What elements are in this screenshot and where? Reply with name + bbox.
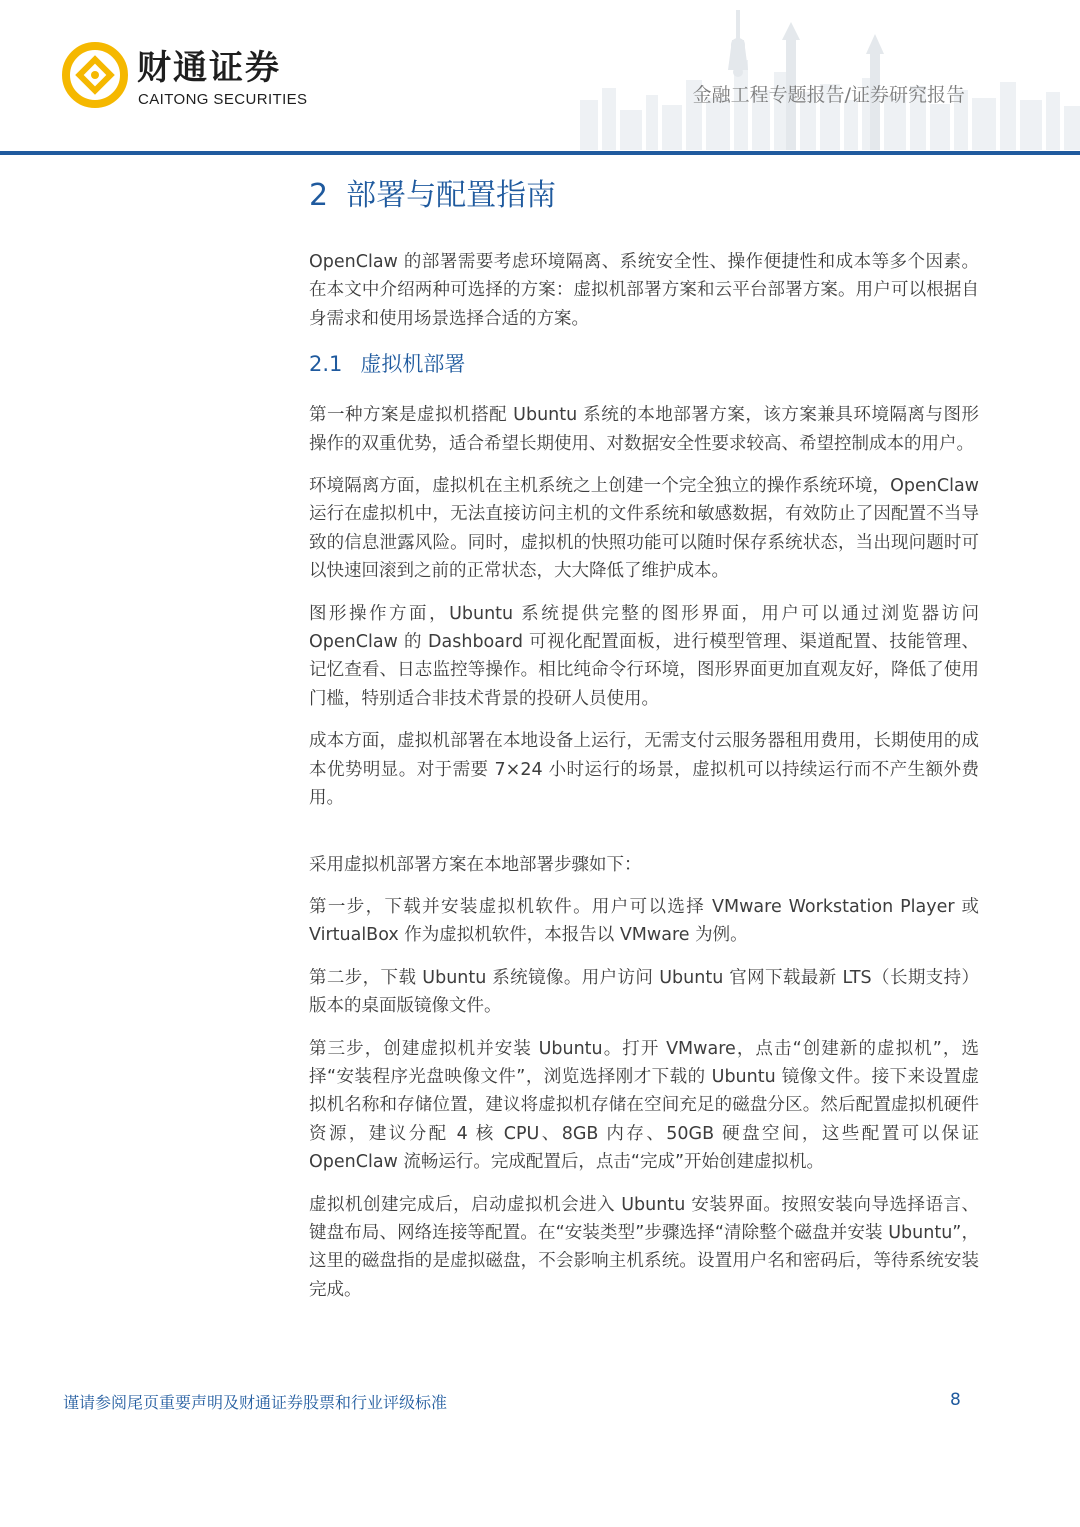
paragraph-isolation: 环境隔离方面，虚拟机在主机系统之上创建一个完全独立的操作系统环境，OpenClaw 运行在虚拟机中，无法直接访问主机的文件系统和敏感数据，有效防止了因配置不当导致的信息泄露风险。同时，虚拟机的快照功能可以随时保存系统状态，当出现问题时可以快速回滚到之前的正常状态，大大降低了维护成本。 bbox=[309, 476, 979, 582]
report-type: 金融工程专题报告/证券研究报告 bbox=[692, 84, 965, 106]
city-skyline-illustration bbox=[540, 0, 1080, 150]
paragraph-cost: 成本方面，虚拟机部署在本地设备上运行，无需支付云服务器租用费用，长期使用的成本优势明显。对于需要 7×24 小时运行的场景，虚拟机可以持续运行而不产生额外费用。 bbox=[309, 731, 979, 809]
section-title: 部署与配置指南 bbox=[346, 178, 557, 213]
main-content bbox=[309, 160, 979, 1318]
caitong-logo-icon bbox=[62, 42, 128, 108]
header-divider bbox=[0, 151, 1080, 155]
step-3: 第三步，创建虚拟机并安装 Ubuntu。打开 VMware，点击“创建新的虚拟机”，选择“安装程序光盘映像文件”，浏览选择刚才下载的 Ubuntu 镜像文件。接下来设置虚拟机名称和存储位置，建议将虚拟机存储在空间充足的磁盘分区。然后配置虚拟机硬件资源，建议分配 4 核 CPU、8GB 内存、50GB 硬盘空间，这些配置可以保证 OpenClaw 流畅运行。完成配置后，点击“完成”开始创建虚拟机。 bbox=[309, 1038, 979, 1173]
subsection-title: 虚拟机部署 bbox=[360, 352, 466, 377]
subsection-heading bbox=[309, 347, 979, 381]
subsection-number: 2.1 bbox=[309, 352, 343, 377]
step-1: 第一步，下载并安装虚拟机软件。用户可以选择 VMware Workstation Player 或 VirtualBox 作为虚拟机软件，本报告以 VMware 为例。 bbox=[309, 896, 979, 946]
paragraph-gui: 图形操作方面，Ubuntu 系统提供完整的图形界面，用户可以通过浏览器访问 OpenClaw 的 Dashboard 可视化配置面板，进行模型管理、渠道配置、技能管理、记忆查看、日志监控等操作。相比纯命令行环境，图形界面更加直观友好，降低了使用门槛，特别适合非技术背景的投研人员使用。 bbox=[309, 603, 979, 709]
page-header bbox=[0, 0, 1080, 156]
step-install: 虚拟机创建完成后，启动虚拟机会进入 Ubuntu 安装界面。按照安装向导选择语言、键盘布局、网络连接等配置。在“安装类型”步骤选择“清除整个磁盘并安装 Ubuntu”，这里的磁盘指的是虚拟磁盘，不会影响主机系统。设置用户名和密码后，等待系统安装完成。 bbox=[309, 1194, 979, 1300]
section-intro: OpenClaw 的部署需要考虑环境隔离、系统安全性、操作便捷性和成本等多个因素。在本文中介绍两种可选择的方案：虚拟机部署方案和云平台部署方案。用户可以根据自身需求和使用场景选择合适的方案。 bbox=[309, 252, 979, 329]
footer-disclaimer: 谨请参阅尾页重要声明及财通证券股票和行业评级标准 bbox=[63, 1393, 448, 1412]
paragraph-overview: 第一种方案是虚拟机搭配 Ubuntu 系统的本地部署方案，该方案兼具环境隔离与图形操作的双重优势，适合希望长期使用、对数据安全性要求较高、希望控制成本的用户。 bbox=[309, 405, 979, 454]
section-number: 2 bbox=[309, 178, 329, 213]
steps-intro: 采用虚拟机部署方案在本地部署步骤如下： bbox=[309, 854, 642, 875]
section-heading bbox=[309, 168, 979, 224]
page-number: 8 bbox=[950, 1390, 961, 1410]
company-name-cn: 财通证券 bbox=[137, 48, 281, 88]
company-name-en: CAITONG SECURITIES bbox=[138, 91, 308, 108]
step-2: 第二步，下载 Ubuntu 系统镜像。用户访问 Ubuntu 官网下载最新 LTS（长期支持）版本的桌面版镜像文件。 bbox=[309, 967, 979, 1017]
